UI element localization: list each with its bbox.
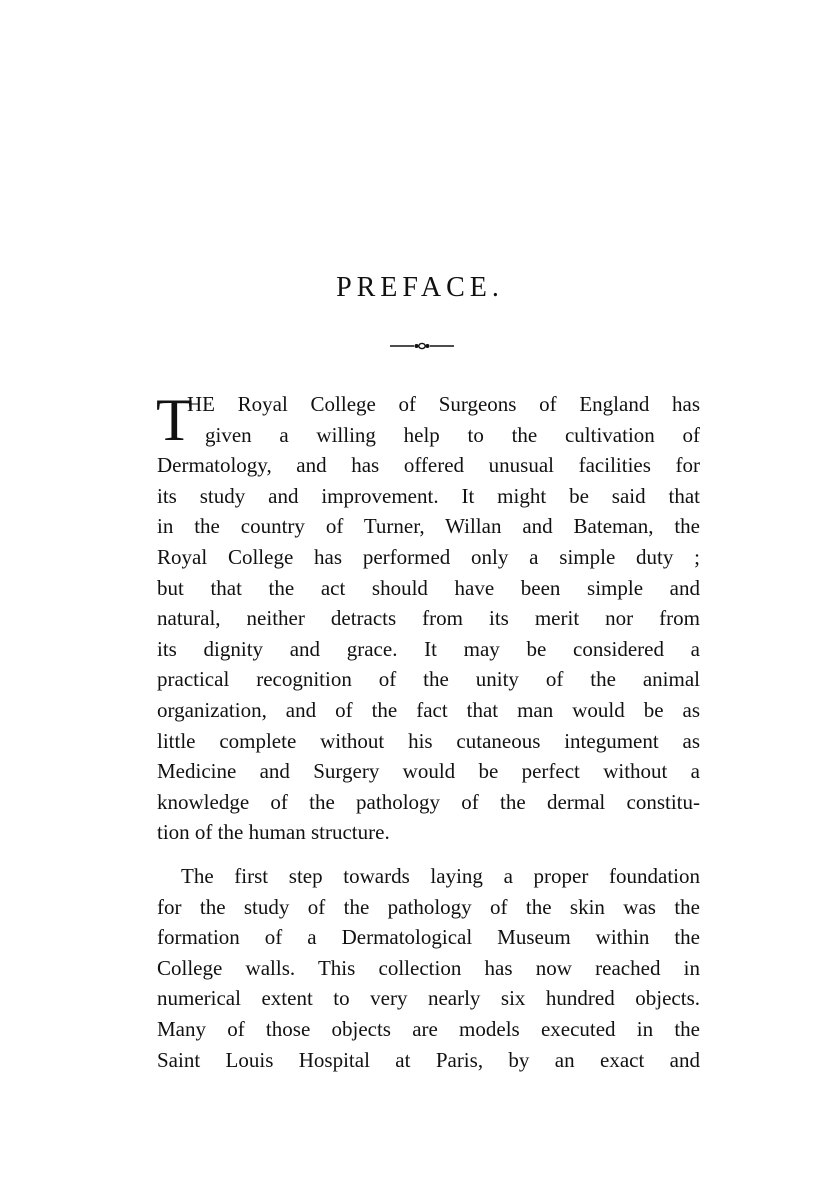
text-line: its study and improvement. It might be said that	[157, 483, 700, 508]
text-line: its dignity and grace. It may be considered a	[157, 636, 700, 661]
text-line: tion of the human structure.	[157, 820, 390, 845]
text-line: in the country of Turner, Willan and Bateman, the	[157, 514, 700, 539]
ornament-rule-icon	[388, 336, 456, 356]
text-line: for the study of the pathology of the skin was the	[157, 894, 700, 919]
text-line: College walls. This collection has now reached in	[157, 955, 700, 980]
paragraph-2	[157, 861, 700, 1075]
text-line: Dermatology, and has offered unusual facilities for	[157, 453, 700, 478]
text-line: HE Royal College of Surgeons of England has	[187, 392, 700, 416]
text-line: Medicine and Surgery would be perfect without a	[157, 759, 700, 784]
text-line: but that the act should have been simple and	[157, 575, 700, 600]
text-line: practical recognition of the unity of the animal	[157, 667, 700, 692]
text-line: Saint Louis Hospital at Paris, by an exact and	[157, 1047, 700, 1072]
text-line: knowledge of the pathology of the dermal constitu-	[157, 789, 700, 814]
page-title: PREFACE.	[336, 272, 504, 303]
text-line: organization, and of the fact that man would be as	[157, 697, 700, 722]
text-line: Royal College has performed only a simple duty ;	[157, 544, 700, 569]
text-line: formation of a Dermatological Museum within the	[157, 925, 700, 950]
text-line: natural, neither detracts from its merit nor from	[157, 606, 700, 631]
text-line: numerical extent to very nearly six hundred objects.	[157, 986, 700, 1011]
text-line: The first step towards laying a proper foundation	[181, 864, 700, 888]
text-line: given a willing help to the cultivation of	[205, 422, 700, 447]
text-line: Many of those objects are models executed in the	[157, 1016, 700, 1041]
drop-cap: T	[156, 387, 193, 453]
paragraph-1	[157, 389, 700, 848]
text-line: little complete without his cutaneous integument as	[157, 728, 700, 753]
